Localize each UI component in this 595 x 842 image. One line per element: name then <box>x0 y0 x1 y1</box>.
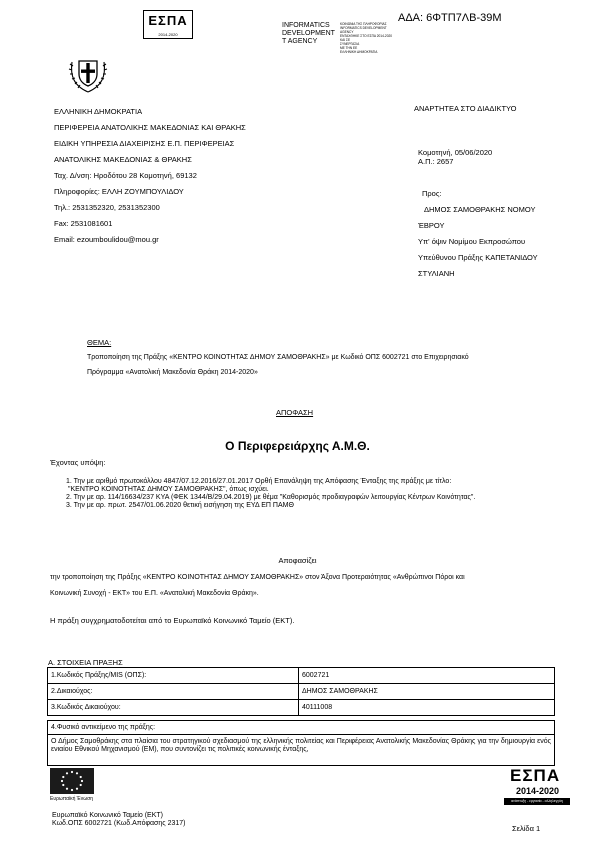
page-number: Σελίδα 1 <box>512 824 541 833</box>
considering-label: Έχοντας υπόψη: <box>50 458 106 467</box>
table-row <box>48 700 555 716</box>
espa-bottom-years: 2014-2020 <box>516 786 560 796</box>
subject-text <box>87 350 547 380</box>
table-cell-label: 1.Κωδικός Πράξης/MIS (ΟΠΣ): <box>48 668 299 684</box>
espa-logo-text: ΕΣΠΑ <box>148 13 188 28</box>
place-date: Κομοτηνή, 05/06/2020 <box>418 148 493 157</box>
table-cell-value: ΔΗΜΟΣ ΣΑΜΟΘΡΑΚΗΣ <box>299 684 555 700</box>
date-block <box>418 148 492 166</box>
consideration-item: 3. Την με αρ. πρωτ. 2547/01.06.2020 θετική εισήγηση της ΕΥΔ ΕΠ ΠΑΜΘ <box>66 502 294 509</box>
table-title: Α. ΣΤΟΙΧΕΙΑ ΠΡΑΞΗΣ <box>48 658 123 667</box>
recipient-line: ΈΒΡΟΥ <box>418 221 445 230</box>
consideration-item: 1. Την με αριθμό πρωτοκόλλου 4847/07.12.2016/27.01.2017 Ορθή Επανάληψη της Απόφασης Ένταξης της πράξης με τίτλο: <box>66 478 452 485</box>
espa-bottom-tagline: ανάπτυξη - εργασία - αλληλεγγύη <box>504 798 570 805</box>
sender-line-phone: Τηλ.: 2531352320, 2531352300 <box>54 203 160 212</box>
table-row <box>48 684 555 700</box>
table-cell-label: 2.Δικαιούχος: <box>48 684 299 700</box>
sender-line-email: Email: ezoumboulidou@mou.gr <box>54 235 159 244</box>
table-row <box>48 668 555 684</box>
sender-block <box>54 104 354 248</box>
espa-logo-bottom <box>498 766 572 806</box>
consideration-item: 2. Την με αρ. 114/16634/237 ΚΥΑ (ΦΕΚ 1344/Β/29.04.2019) με θέμα "Καθορισμός προδιαγραφών λειτουργίας Κέντρων Κοινότητας". <box>66 494 476 501</box>
footer-text <box>52 812 186 828</box>
recipients-block <box>418 186 593 282</box>
physical-object-label: 4.Φυσικό αντικείμενο της πράξης: <box>48 721 554 735</box>
ida-logo-line-3: T AGENCY <box>282 38 318 45</box>
ida-small-line: ΜΕ ΤΗΝ ΕΕ <box>340 46 358 50</box>
consideration-item: "ΚΕΝΤΡΟ ΚΟΙΝΟΤΗΤΑΣ ΔΗΜΟΥ ΣΑΜΟΘΡΑΚΗΣ", όπως ισχύει. <box>68 486 269 493</box>
subject-line: Πρόγραμμα «Ανατολική Μακεδονία Θράκη 2014-2020» <box>87 369 258 376</box>
decides-label: Αποφασίζει <box>278 556 317 565</box>
approval-text <box>50 570 550 602</box>
subject-line: Τροποποίηση της Πράξης «ΚΕΝΤΡΟ ΚΟΙΝΟΤΗΤΑΣ ΔΗΜΟΥ ΣΑΜΟΘΡΑΚΗΣ» με Κωδικό ΟΠΣ 6002721 στο Επιχειρησιακό <box>87 354 469 361</box>
ida-logo-line-1: INFORMATICS <box>282 22 330 29</box>
footer-code: Κωδ.ΟΠΣ 6002721 (Κωδ.Απόφασης 2317) <box>52 820 186 827</box>
project-info-table <box>47 667 555 716</box>
hellenic-republic-emblem-icon <box>66 52 110 96</box>
table-cell-value: 6002721 <box>299 668 555 684</box>
sender-line-address: Ταχ. Δ/νση: Ηροδότου 28 Κομοτηνή, 69132 <box>54 171 197 180</box>
ida-small-line: INFORMATICS DEVELOPMENT AGENCY <box>340 26 387 34</box>
recipient-line: Υπ' όψιν Νομίμου Εκπροσώπου <box>418 237 526 246</box>
sender-line-service-2: ΑΝΑΤΟΛΙΚΗΣ ΜΑΚΕΔΟΝΙΑΣ & ΘΡΑΚΗΣ <box>54 155 192 164</box>
physical-object-box <box>47 720 555 766</box>
ida-small-line: ΚΑΙ ΣΕ <box>340 38 351 42</box>
cofinancing-note: Η πράξη συγχρηματοδοτείται από το Ευρωπαϊκό Κοινωνικό Ταμείο (ΕΚΤ). <box>50 616 295 625</box>
footer-fund: Ευρωπαϊκό Κοινωνικό Ταμείο (ΕΚΤ) <box>52 812 163 819</box>
eu-flag-icon <box>50 768 94 794</box>
espa-logo-subtext: 2014-2020 <box>158 32 178 37</box>
recipients-label: Προς: <box>422 189 442 198</box>
ida-small-line: ΚΟΙΝΩΝΙΑ ΤΗΣ ΠΛΗΡΟΦΟΡΙΑΣ <box>340 22 387 26</box>
ida-small-line: ΣΥΝΕΡΓΑΣΙΑ <box>340 42 360 46</box>
ida-logo <box>282 22 335 46</box>
considerations-list <box>66 478 556 510</box>
physical-object-text: Ο Δήμος Σαμοθράκης στα πλαίσια του στρατηγικού σχεδιασμού της ελληνικής πολιτείας και Περιφέρειας Ανατολικής Μακεδονίας Θράκης για την δημιουργία ενός ενιαίου Εθνικού Μηχανισμού (ΕΜ), που συντονίζει τις πολιτικές κοινωνικής ένταξης, <box>51 738 551 753</box>
recipient-line: ΔΗΜΟΣ ΣΑΜΟΘΡΑΚΗΣ ΝΟΜΟΥ <box>424 205 536 214</box>
approval-line: την τροποποίηση της Πράξης «ΚΕΝΤΡΟ ΚΟΙΝΟΤΗΤΑΣ ΔΗΜΟΥ ΣΑΜΟΘΡΑΚΗΣ» στον Άξονα Προτεραιότητας «Ανθρώπινοι Πόροι και <box>50 574 465 581</box>
ada-code: ΑΔΑ: 6ΦΤΠ7ΛΒ-39Μ <box>398 12 502 24</box>
subject-label: ΘΕΜΑ: <box>87 338 112 347</box>
sender-line-country: ΕΛΛΗΝΙΚΗ ΔΗΜΟΚΡΑΤΙΑ <box>54 107 143 116</box>
sender-line-info: Πληροφορίες: ΕΛΛΗ ΖΟΥΜΠΟΥΛΙΔΟΥ <box>54 187 184 196</box>
decision-title: Ο Περιφερειάρχης Α.Μ.Θ. <box>225 439 370 453</box>
recipient-line: Υπεύθυνου Πράξης ΚΑΠΕΤΑΝΙΔΟΥ <box>418 253 538 262</box>
publish-note: ΑΝΑΡΤΗΤΕΑ ΣΤΟ ΔΙΑΔΙΚΤΥΟ <box>414 104 517 113</box>
table-cell-value: 40111008 <box>299 700 555 716</box>
ida-small-line: ΕΝΤΑΧΘΗΚΕ ΣΤΟ ΕΣΠΑ 2014-2020 <box>340 34 393 38</box>
sender-line-fax: Fax: 2531081601 <box>54 219 113 228</box>
sender-line-service: ΕΙΔΙΚΗ ΥΠΗΡΕΣΙΑ ΔΙΑΧΕΙΡΙΣΗΣ Ε.Π. ΠΕΡΙΦΕΡΕΙΑΣ <box>54 139 235 148</box>
approval-line: Κοινωνική Συνοχή - ΕΚΤ» του Ε.Π. «Ανατολική Μακεδονία Θράκη». <box>50 590 259 597</box>
espa-logo-top <box>143 10 193 39</box>
ida-small-text <box>340 22 400 54</box>
sender-line-region: ΠΕΡΙΦΕΡΕΙΑ ΑΝΑΤΟΛΙΚΗΣ ΜΑΚΕΔΟΝΙΑΣ ΚΑΙ ΘΡΑΚΗΣ <box>54 123 246 132</box>
eu-caption: Ευρωπαϊκή Ένωση <box>50 796 93 802</box>
ida-small-line: ΕΛΛΗΝΙΚΗ ΔΗΜΟΚΡΑΤΙΑ <box>340 50 378 54</box>
decision-label: ΑΠΟΦΑΣΗ <box>276 408 314 417</box>
espa-bottom-text: ΕΣΠΑ <box>510 766 561 785</box>
table-cell-label: 3.Κωδικός Δικαιούχου: <box>48 700 299 716</box>
protocol-number: Α.Π.: 2657 <box>418 157 454 166</box>
ida-logo-line-2: DEVELOPMENT <box>282 30 335 37</box>
recipient-line: ΣΤΥΛΙΑΝΗ <box>418 269 455 278</box>
